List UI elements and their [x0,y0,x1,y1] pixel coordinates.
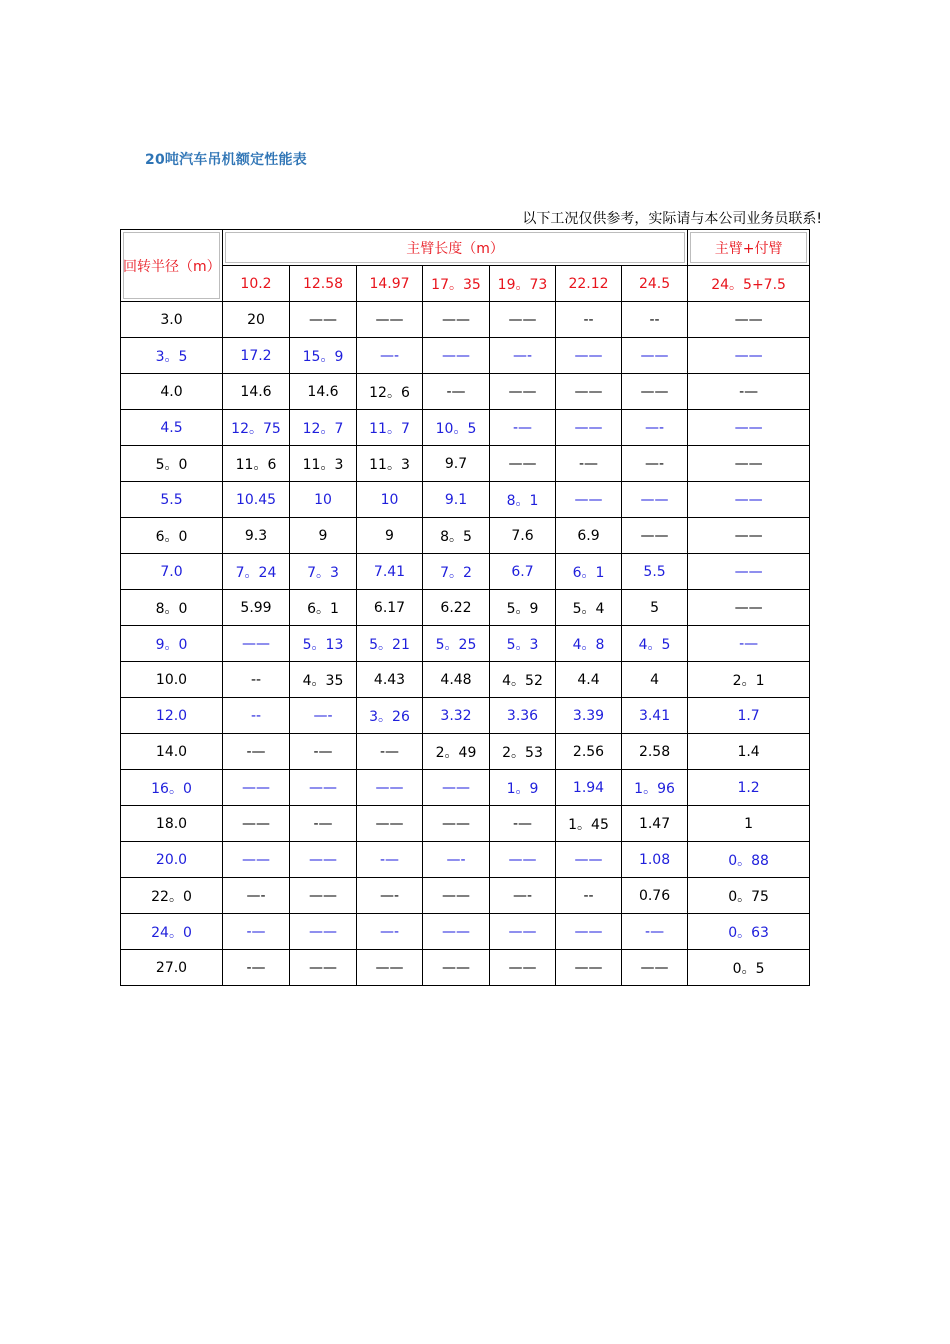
capacity-cell: 9.7 [423,446,490,482]
capacity-cell: -— [223,914,290,950]
table-row [121,698,810,734]
table-row [121,806,810,842]
capacity-cell: 5。13 [290,626,357,662]
capacity-cell: -- [223,662,290,698]
capacity-cell: 1.2 [688,770,810,806]
capacity-cell: —— [490,950,556,986]
capacity-cell: —— [556,914,622,950]
capacity-cell: —— [223,806,290,842]
radius-cell: 24。0 [121,914,223,950]
capacity-cell: —- [357,914,423,950]
radius-cell: 7.0 [121,554,223,590]
capacity-cell: —— [490,302,556,338]
capacity-cell: —— [290,302,357,338]
capacity-cell: —— [357,770,423,806]
capacity-cell: 1。45 [556,806,622,842]
boom-length-cell: 14.97 [357,266,423,302]
radius-cell: 16。0 [121,770,223,806]
boom-length-cell: 22.12 [556,266,622,302]
capacity-cell: 0。63 [688,914,810,950]
capacity-cell: 10 [290,482,357,518]
capacity-cell: 3.32 [423,698,490,734]
capacity-cell: 2。1 [688,662,810,698]
table-row [121,842,810,878]
table-row [121,914,810,950]
capacity-cell: 5 [622,590,688,626]
capacity-cell: -— [490,410,556,446]
boom-length-cell: 24.5 [622,266,688,302]
capacity-cell: 5。3 [490,626,556,662]
capacity-cell: —- [490,338,556,374]
capacity-cell: 17.2 [223,338,290,374]
boom-length-cell: 10.2 [223,266,290,302]
table-row [121,878,810,914]
capacity-cell: -— [290,734,357,770]
capacity-cell: 9.1 [423,482,490,518]
capacity-cell: -— [223,734,290,770]
capacity-cell: —— [556,374,622,410]
capacity-cell: 4.48 [423,662,490,698]
capacity-cell: —— [423,770,490,806]
capacity-cell: 2。49 [423,734,490,770]
capacity-cell: 2。53 [490,734,556,770]
capacity-cell: —— [423,914,490,950]
capacity-cell: 4。5 [622,626,688,662]
capacity-cell: 3.36 [490,698,556,734]
reference-note: 以下工况仅供参考，实际请与本公司业务员联系! [522,211,822,227]
radius-cell: 14.0 [121,734,223,770]
capacity-cell: -— [357,734,423,770]
capacity-cell: 5。21 [357,626,423,662]
header-row [121,230,810,266]
capacity-cell: —— [357,302,423,338]
capacity-cell: 0.76 [622,878,688,914]
boom-length-row [121,266,810,302]
capacity-cell: 11。3 [357,446,423,482]
radius-cell: 22。0 [121,878,223,914]
capacity-cell: 6。1 [290,590,357,626]
capacity-cell: —— [423,338,490,374]
capacity-cell: —- [357,878,423,914]
capacity-cell: —— [290,950,357,986]
capacity-cell: 1 [688,806,810,842]
capacity-cell: —— [688,590,810,626]
capacity-cell: —— [223,842,290,878]
table-row [121,590,810,626]
capacity-cell: 1.08 [622,842,688,878]
capacity-cell: —— [622,518,688,554]
capacity-cell: 1.47 [622,806,688,842]
capacity-cell: —— [556,842,622,878]
capacity-cell: —- [223,878,290,914]
table-row [121,770,810,806]
capacity-cell: 4。52 [490,662,556,698]
table-row [121,518,810,554]
capacity-cell: 1。9 [490,770,556,806]
radius-cell: 18.0 [121,806,223,842]
capacity-cell: —— [556,482,622,518]
capacity-cell: 11。3 [290,446,357,482]
capacity-cell: —— [357,950,423,986]
capacity-cell: 5。4 [556,590,622,626]
capacity-cell: —— [490,446,556,482]
capacity-cell: -— [556,446,622,482]
radius-cell: 5。0 [121,446,223,482]
capacity-cell: —— [357,806,423,842]
capacity-cell: 4。8 [556,626,622,662]
capacity-cell: —— [290,842,357,878]
boom-length-cell: 19。73 [490,266,556,302]
capacity-cell: 4。35 [290,662,357,698]
capacity-cell: 5.5 [622,554,688,590]
capacity-cell: —— [290,770,357,806]
capacity-cell: 9.3 [223,518,290,554]
radius-cell: 27.0 [121,950,223,986]
capacity-cell: 3.41 [622,698,688,734]
radius-cell: 3。5 [121,338,223,374]
radius-header: 回转半径（m） [121,230,223,302]
capacity-cell: 3.39 [556,698,622,734]
table-row [121,374,810,410]
radius-cell: 5.5 [121,482,223,518]
capacity-cell: -— [490,806,556,842]
capacity-cell: -— [223,950,290,986]
page-title: 20吨汽车吊机额定性能表 [145,152,307,168]
table-row [121,554,810,590]
capacity-cell: -— [423,374,490,410]
boom-length-cell: 17。35 [423,266,490,302]
capacity-cell: 9 [357,518,423,554]
capacity-cell: 1。96 [622,770,688,806]
capacity-cell: 15。9 [290,338,357,374]
capacity-cell: —— [223,626,290,662]
capacity-cell: —— [688,446,810,482]
capacity-cell: 1.94 [556,770,622,806]
radius-cell: 12.0 [121,698,223,734]
capacity-cell: 14.6 [223,374,290,410]
capacity-cell: 7.41 [357,554,423,590]
table-row [121,734,810,770]
capacity-cell: 14.6 [290,374,357,410]
capacity-cell: -— [688,374,810,410]
capacity-cell: 9 [290,518,357,554]
table-row [121,302,810,338]
capacity-cell: -- [223,698,290,734]
capacity-cell: —- [290,698,357,734]
capacity-cell: —— [423,806,490,842]
capacity-cell: —— [490,842,556,878]
capacity-cell: -— [357,842,423,878]
capacity-cell: 1.7 [688,698,810,734]
jib-header: 主臂+付臂 [688,230,810,266]
capacity-cell: 12。6 [357,374,423,410]
capacity-cell: —- [622,446,688,482]
capacity-cell: —— [223,770,290,806]
capacity-cell: 2.58 [622,734,688,770]
capacity-cell: 6。1 [556,554,622,590]
radius-cell: 6。0 [121,518,223,554]
capacity-cell: 10.45 [223,482,290,518]
capacity-cell: —— [556,950,622,986]
capacity-cell: 20 [223,302,290,338]
capacity-cell: 0。5 [688,950,810,986]
capacity-cell: 8。1 [490,482,556,518]
capacity-cell: —— [622,950,688,986]
radius-cell: 20.0 [121,842,223,878]
table-row [121,482,810,518]
capacity-cell: —— [490,374,556,410]
table-row [121,950,810,986]
capacity-cell: —— [622,374,688,410]
radius-cell: 10.0 [121,662,223,698]
capacity-cell: —- [490,878,556,914]
boom-length-header: 主臂长度（m） [223,230,688,266]
capacity-cell: 11。7 [357,410,423,446]
capacity-cell: —— [423,878,490,914]
capacity-cell: 4 [622,662,688,698]
table-row [121,410,810,446]
capacity-cell: 6.22 [423,590,490,626]
capacity-cell: 7。3 [290,554,357,590]
capacity-cell: 12。75 [223,410,290,446]
radius-cell: 3.0 [121,302,223,338]
capacity-cell: —— [688,410,810,446]
capacity-cell: —— [622,482,688,518]
capacity-cell: 7。2 [423,554,490,590]
capacity-cell: —— [556,338,622,374]
capacity-cell: 1.4 [688,734,810,770]
capacity-cell: -- [556,302,622,338]
capacity-cell: —— [688,302,810,338]
capacity-cell: —— [423,950,490,986]
table-row [121,338,810,374]
capacity-cell: 5.99 [223,590,290,626]
performance-table [120,229,810,986]
table-row [121,446,810,482]
jib-length-cell: 24。5+7.5 [688,266,810,302]
capacity-cell: —— [423,302,490,338]
capacity-cell: 12。7 [290,410,357,446]
capacity-cell: —— [688,554,810,590]
capacity-cell: 5。25 [423,626,490,662]
capacity-cell: 3。26 [357,698,423,734]
capacity-cell: -— [688,626,810,662]
capacity-cell: —- [423,842,490,878]
capacity-cell: -— [622,914,688,950]
capacity-cell: 7.6 [490,518,556,554]
table-row [121,626,810,662]
capacity-cell: 2.56 [556,734,622,770]
capacity-cell: 0。88 [688,842,810,878]
capacity-cell: -— [290,806,357,842]
capacity-cell: -- [622,302,688,338]
capacity-cell: —— [290,914,357,950]
capacity-cell: 6.7 [490,554,556,590]
capacity-cell: -- [556,878,622,914]
capacity-cell: 10 [357,482,423,518]
capacity-cell: 11。6 [223,446,290,482]
boom-length-cell: 12.58 [290,266,357,302]
radius-cell: 9。0 [121,626,223,662]
capacity-cell: —— [688,482,810,518]
radius-cell: 8。0 [121,590,223,626]
radius-cell: 4.5 [121,410,223,446]
capacity-cell: —- [357,338,423,374]
capacity-cell: —— [688,518,810,554]
capacity-cell: —— [290,878,357,914]
capacity-cell: 4.4 [556,662,622,698]
capacity-cell: 0。75 [688,878,810,914]
capacity-cell: 7。24 [223,554,290,590]
capacity-cell: 4.43 [357,662,423,698]
capacity-cell: 10。5 [423,410,490,446]
capacity-cell: 6.17 [357,590,423,626]
capacity-cell: 5。9 [490,590,556,626]
capacity-cell: —— [622,338,688,374]
capacity-cell: 6.9 [556,518,622,554]
capacity-cell: 8。5 [423,518,490,554]
capacity-cell: —— [688,338,810,374]
capacity-cell: —— [490,914,556,950]
radius-cell: 4.0 [121,374,223,410]
table-row [121,662,810,698]
capacity-cell: —- [622,410,688,446]
capacity-cell: —— [556,410,622,446]
